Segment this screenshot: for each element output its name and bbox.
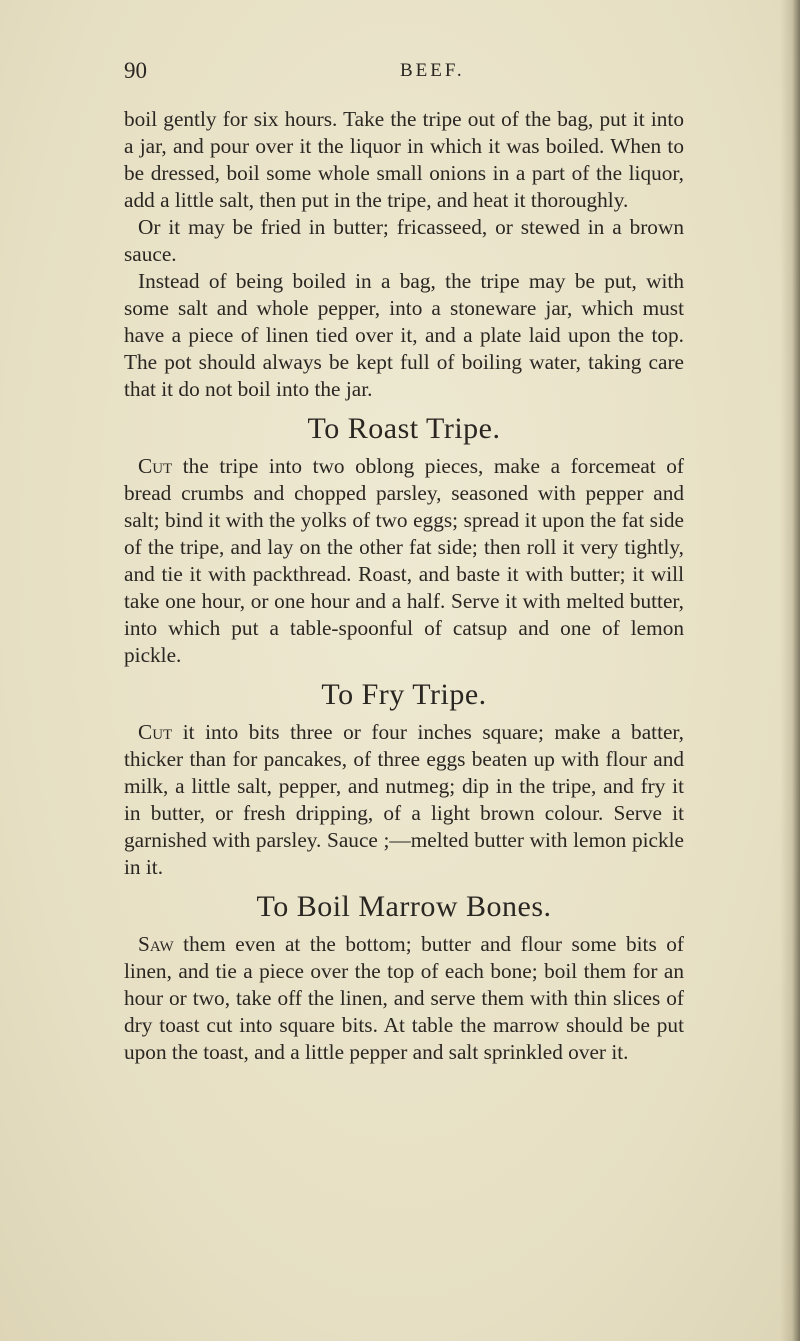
paragraph-boil-tripe-continued: boil gently for six hours. Take the tripe out of the bag, put it into a jar, and pour over it the liquor in which it was boiled. When to be dressed, boil some whole small onions in a part of the liquor, add a little salt, then put in the tripe, and heat it thoroughly.: [124, 107, 684, 212]
recipe-body: [124, 453, 684, 669]
recipe-text: them even at the bottom; butter and flour some bits of linen, and tie a piece over the top of each bone; boil them for an hour or two, take off the linen, and serve them with thin slices of dry toast cut into square bits. At table the marrow should be put upon the toast, and a little pepper and salt sprinkled over it.: [124, 932, 684, 1064]
running-head: [124, 58, 684, 88]
recipe-body: [124, 719, 684, 881]
recipe-text: the tripe into two oblong pieces, make a forcemeat of bread crumbs and chopped parsley, seasoned with pepper and salt; bind it with the yolks of two eggs; spread it upon the fat side of the tripe, and lay on the other fat side; then roll it very tightly, and tie it with packthread. Roast, and baste it with butter; it will take one hour, or one hour and a half. Serve it with melted butter, into which put a table-spoonful of catsup and one of lemon pickle.: [124, 454, 684, 667]
recipe-roast-tripe: [124, 411, 684, 669]
recipe-lead-word: Cut: [138, 454, 173, 478]
recipe-heading: To Fry Tripe.: [321, 678, 487, 711]
recipe-heading: To Boil Marrow Bones.: [256, 890, 552, 923]
recipe-boil-marrow-bones: [124, 889, 684, 1066]
recipe-fry-tripe: [124, 677, 684, 881]
recipe-heading: To Roast Tripe.: [307, 412, 501, 445]
paragraph-fried-alternative: Or it may be fried in butter; fricasseed, or stewed in a brown sauce.: [124, 215, 684, 266]
recipe-lead-word: Saw: [138, 932, 174, 956]
chapter-title: BEEF.: [400, 60, 465, 81]
page-number: 90: [124, 58, 147, 83]
page-body: [124, 106, 684, 1066]
paragraph-stoneware-jar: Instead of being boiled in a bag, the tripe may be put, with some salt and whole pepper, into a stoneware jar, which must have a piece of linen tied over it, and a plate laid upon the top. The pot should always be kept full of boiling water, taking care that it do not boil into the jar.: [124, 269, 684, 401]
recipe-text: it into bits three or four inches square; make a batter, thicker than for pancakes, of three eggs beaten up with flour and milk, a little salt, pepper, and nutmeg; dip in the tripe, and fry it in butter, or fresh dripping, of a light brown colour. Serve it garnished with parsley. Sauce ;—melted butter with lemon pickle in it.: [124, 720, 684, 879]
recipe-lead-word: Cut: [138, 720, 173, 744]
recipe-body: [124, 931, 684, 1066]
